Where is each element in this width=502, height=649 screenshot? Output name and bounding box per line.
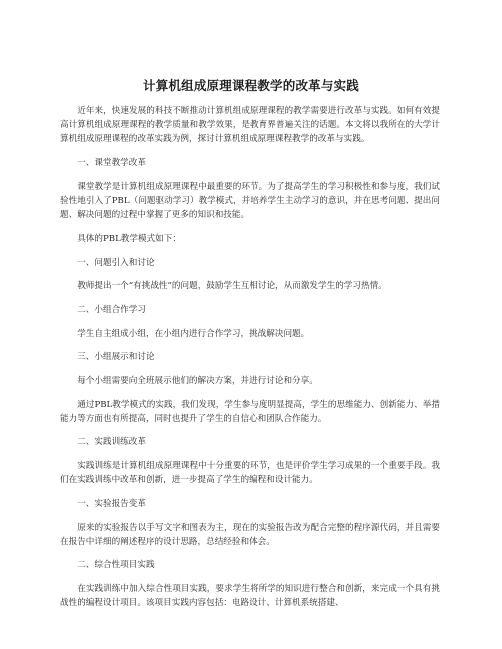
- subheading-lab-report: 一、实验报告变革: [77, 498, 146, 509]
- document-body: [60, 104, 440, 620]
- document-title: 计算机组成原理课程教学的改革与实践: [143, 78, 359, 93]
- intro-paragraph: 近年来，快速发展的科技不断推动计算机组成原理课程的教学需要进行改革与实践。如何有效提高计算机组成原理课程的教学质量和教学效果，是教育界普遍关注的话题。本文将以我所在的大学计算机组成原理课程的改革实践为例，探讨计算机组成原理课程教学的改革与实践。: [60, 106, 440, 145]
- paragraph-classroom-reform: 课堂教学是计算机组成原理课程中最重要的环节。为了提高学生的学习积极性和参与度，我们试验性地引入了PBL（问题驱动学习）教学模式，并培养学生主动学习的意识，并在思考问题、提出问题、解决问题的过程中掌握了更多的知识和技能。: [60, 181, 440, 221]
- subheading-group-presentation: 三、小组展示和讨论: [77, 352, 155, 363]
- paragraph-practice-reform: 实践训练是计算机组成原理课程中十分重要的环节，也是评价学生学习成果的一个重要手段。我们在实践训练中改革和创新，进一步提高了学生的编程和设计能力。: [60, 461, 440, 486]
- subheading-project-practice: 二、综合性项目实践: [77, 560, 155, 571]
- section-heading-practice-reform: 二、实践训练改革: [77, 437, 146, 448]
- paragraph-problem-introduction: 教师提出一个“有挑战性”的问题，鼓励学生互相讨论，从而激发学生的学习热情。: [77, 281, 387, 292]
- paragraph-pbl-intro: 具体的PBL教学模式如下：: [77, 233, 181, 244]
- subheading-group-cooperation: 二、小组合作学习: [77, 304, 146, 315]
- paragraph-group-cooperation: 学生自主组成小组，在小组内进行合作学习，挑战解决问题。: [77, 328, 310, 339]
- paragraph-group-presentation: 每个小组需要向全班展示他们的解决方案，并进行讨论和分享。: [77, 375, 318, 386]
- subheading-problem-introduction: 一、问题引入和讨论: [77, 257, 155, 268]
- section-heading-classroom-reform: 一、课堂教学改革: [77, 158, 146, 169]
- paragraph-project-practice: 在实践训练中加入综合性项目实践，要求学生将所学的知识进行整合和创新，来完成一个具有挑战性的编程设计项目。该项目实践内容包括：电路设计、计算机系统搭建、: [60, 584, 440, 609]
- paragraph-pbl-results: 通过PBL教学模式的实践，我们发现，学生参与度明显提高，学生的思维能力、创新能力、举措能力等方面也有所提高，同时也提升了学生的自信心和团队合作能力。: [60, 399, 440, 424]
- paragraph-lab-report: 原来的实验报告以手写文字和图表为主，现在的实验报告改为配合完整的程序源代码，并且需要在报告中详细的阐述程序的设计思路，总结经验和体会。: [60, 522, 440, 547]
